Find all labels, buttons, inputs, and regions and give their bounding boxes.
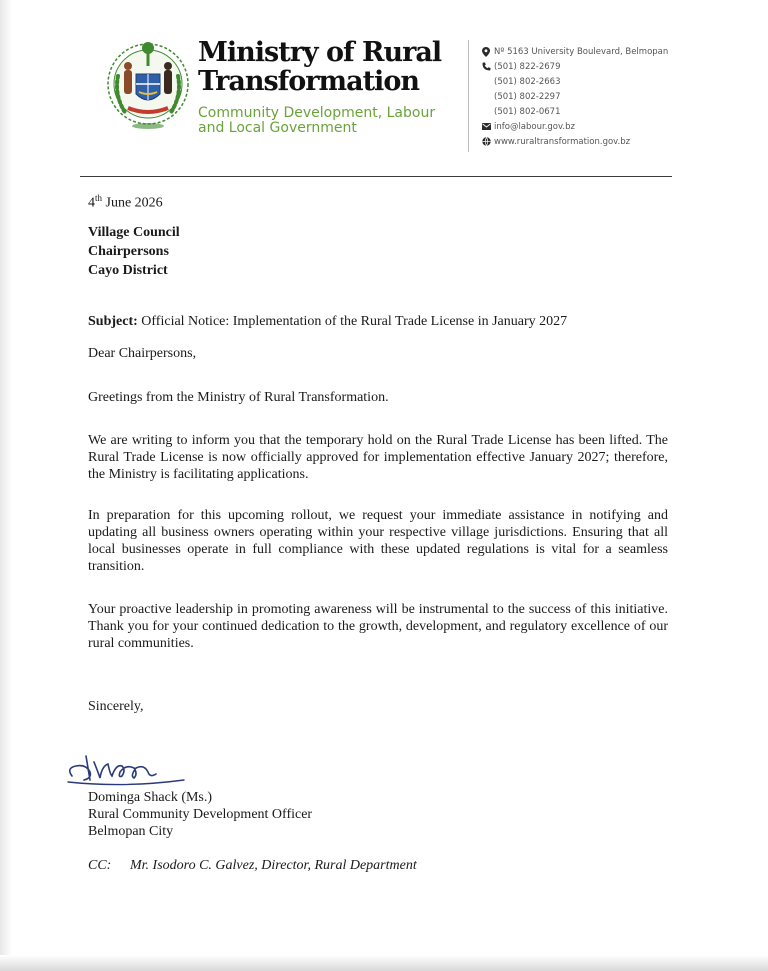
letter-date [88, 190, 163, 212]
page-bottom-shadow [0, 955, 768, 971]
cc-text: Mr. Isodoro C. Galvez, Director, Rural Department [130, 858, 417, 873]
contact-phone-2 [480, 74, 690, 89]
date-rest: June 2026 [102, 195, 163, 211]
signatory-title: Rural Community Development Officer [88, 807, 313, 822]
subject-label: Subject: [88, 314, 138, 329]
date-suffix: th [95, 193, 103, 203]
phone-icon [480, 62, 492, 71]
email-icon [480, 123, 492, 130]
subject-line [88, 313, 688, 330]
location-pin-icon [480, 47, 492, 57]
contact-phone-3 [480, 89, 690, 104]
contact-block [480, 44, 690, 149]
subject-text: Official Notice: Implementation of the Rural Trade License in January 2027 [137, 314, 568, 329]
signatory-block [88, 789, 312, 840]
website-text: www.ruraltransformation.gov.bz [494, 136, 631, 147]
recipient-address [88, 223, 180, 280]
signatory-name: Dominga Shack (Ms.) [88, 790, 213, 805]
letterhead-rule [80, 176, 672, 177]
ministry-subtitle-line1: Community Development, Labour [198, 105, 436, 121]
letterhead-divider [468, 40, 469, 152]
phone-number: (501) 802-2297 [494, 91, 561, 102]
ministry-subtitle-line2: and Local Government [198, 120, 357, 136]
body-paragraph-1: We are writing to inform you that the temporary hold on the Rural Trade License has been lifted. The Rural Trade License is now officially approved for implementation effective January 2027; therefore, the Ministry is facilitating applications. [88, 433, 668, 482]
closing: Sincerely, [88, 699, 144, 714]
salutation: Dear Chairpersons, [88, 346, 197, 361]
ministry-subtitle [198, 106, 458, 136]
handwritten-signature [64, 742, 194, 790]
body-paragraph-2: In preparation for this upcoming rollout, we request your immediate assistance in notifying and updating all business owners operating within your respective village jurisdictions. Ensuring that all local businesses operate in full compliance with these updated regulations is vital for a seamless transition. [88, 508, 668, 574]
recipient-line: Village Council [88, 225, 180, 240]
ministry-name [198, 38, 458, 96]
address-text: Nº 5163 University Boulevard, Belmopan [494, 46, 669, 57]
contact-phone-1 [480, 59, 690, 74]
page-edge-shadow [0, 0, 12, 971]
phone-number: (501) 802-2663 [494, 76, 561, 87]
cc-label: CC: [88, 858, 112, 873]
greeting-line: Greetings from the Ministry of Rural Transformation. [88, 390, 389, 405]
recipient-line: Cayo District [88, 263, 168, 278]
ministry-name-line2: Transformation [198, 66, 419, 97]
phone-number: (501) 802-0671 [494, 106, 561, 117]
recipient-line: Chairpersons [88, 244, 169, 259]
ministry-name-line1: Ministry of Rural [198, 37, 442, 68]
contact-email [480, 119, 690, 134]
coat-of-arms-seal [104, 36, 192, 134]
phone-number: (501) 822-2679 [494, 61, 561, 72]
contact-address [480, 44, 690, 59]
contact-website [480, 134, 690, 149]
cc-line [88, 858, 417, 874]
body-paragraph-3: Your proactive leadership in promoting awareness will be instrumental to the success of this initiative. Thank you for your continued dedication to the growth, development, and regulatory excellence of our rural communities. [88, 602, 668, 651]
contact-phone-4 [480, 104, 690, 119]
email-text: info@labour.gov.bz [494, 121, 575, 132]
date-day: 4 [88, 195, 95, 211]
globe-icon [480, 137, 492, 146]
signatory-location: Belmopan City [88, 824, 174, 839]
